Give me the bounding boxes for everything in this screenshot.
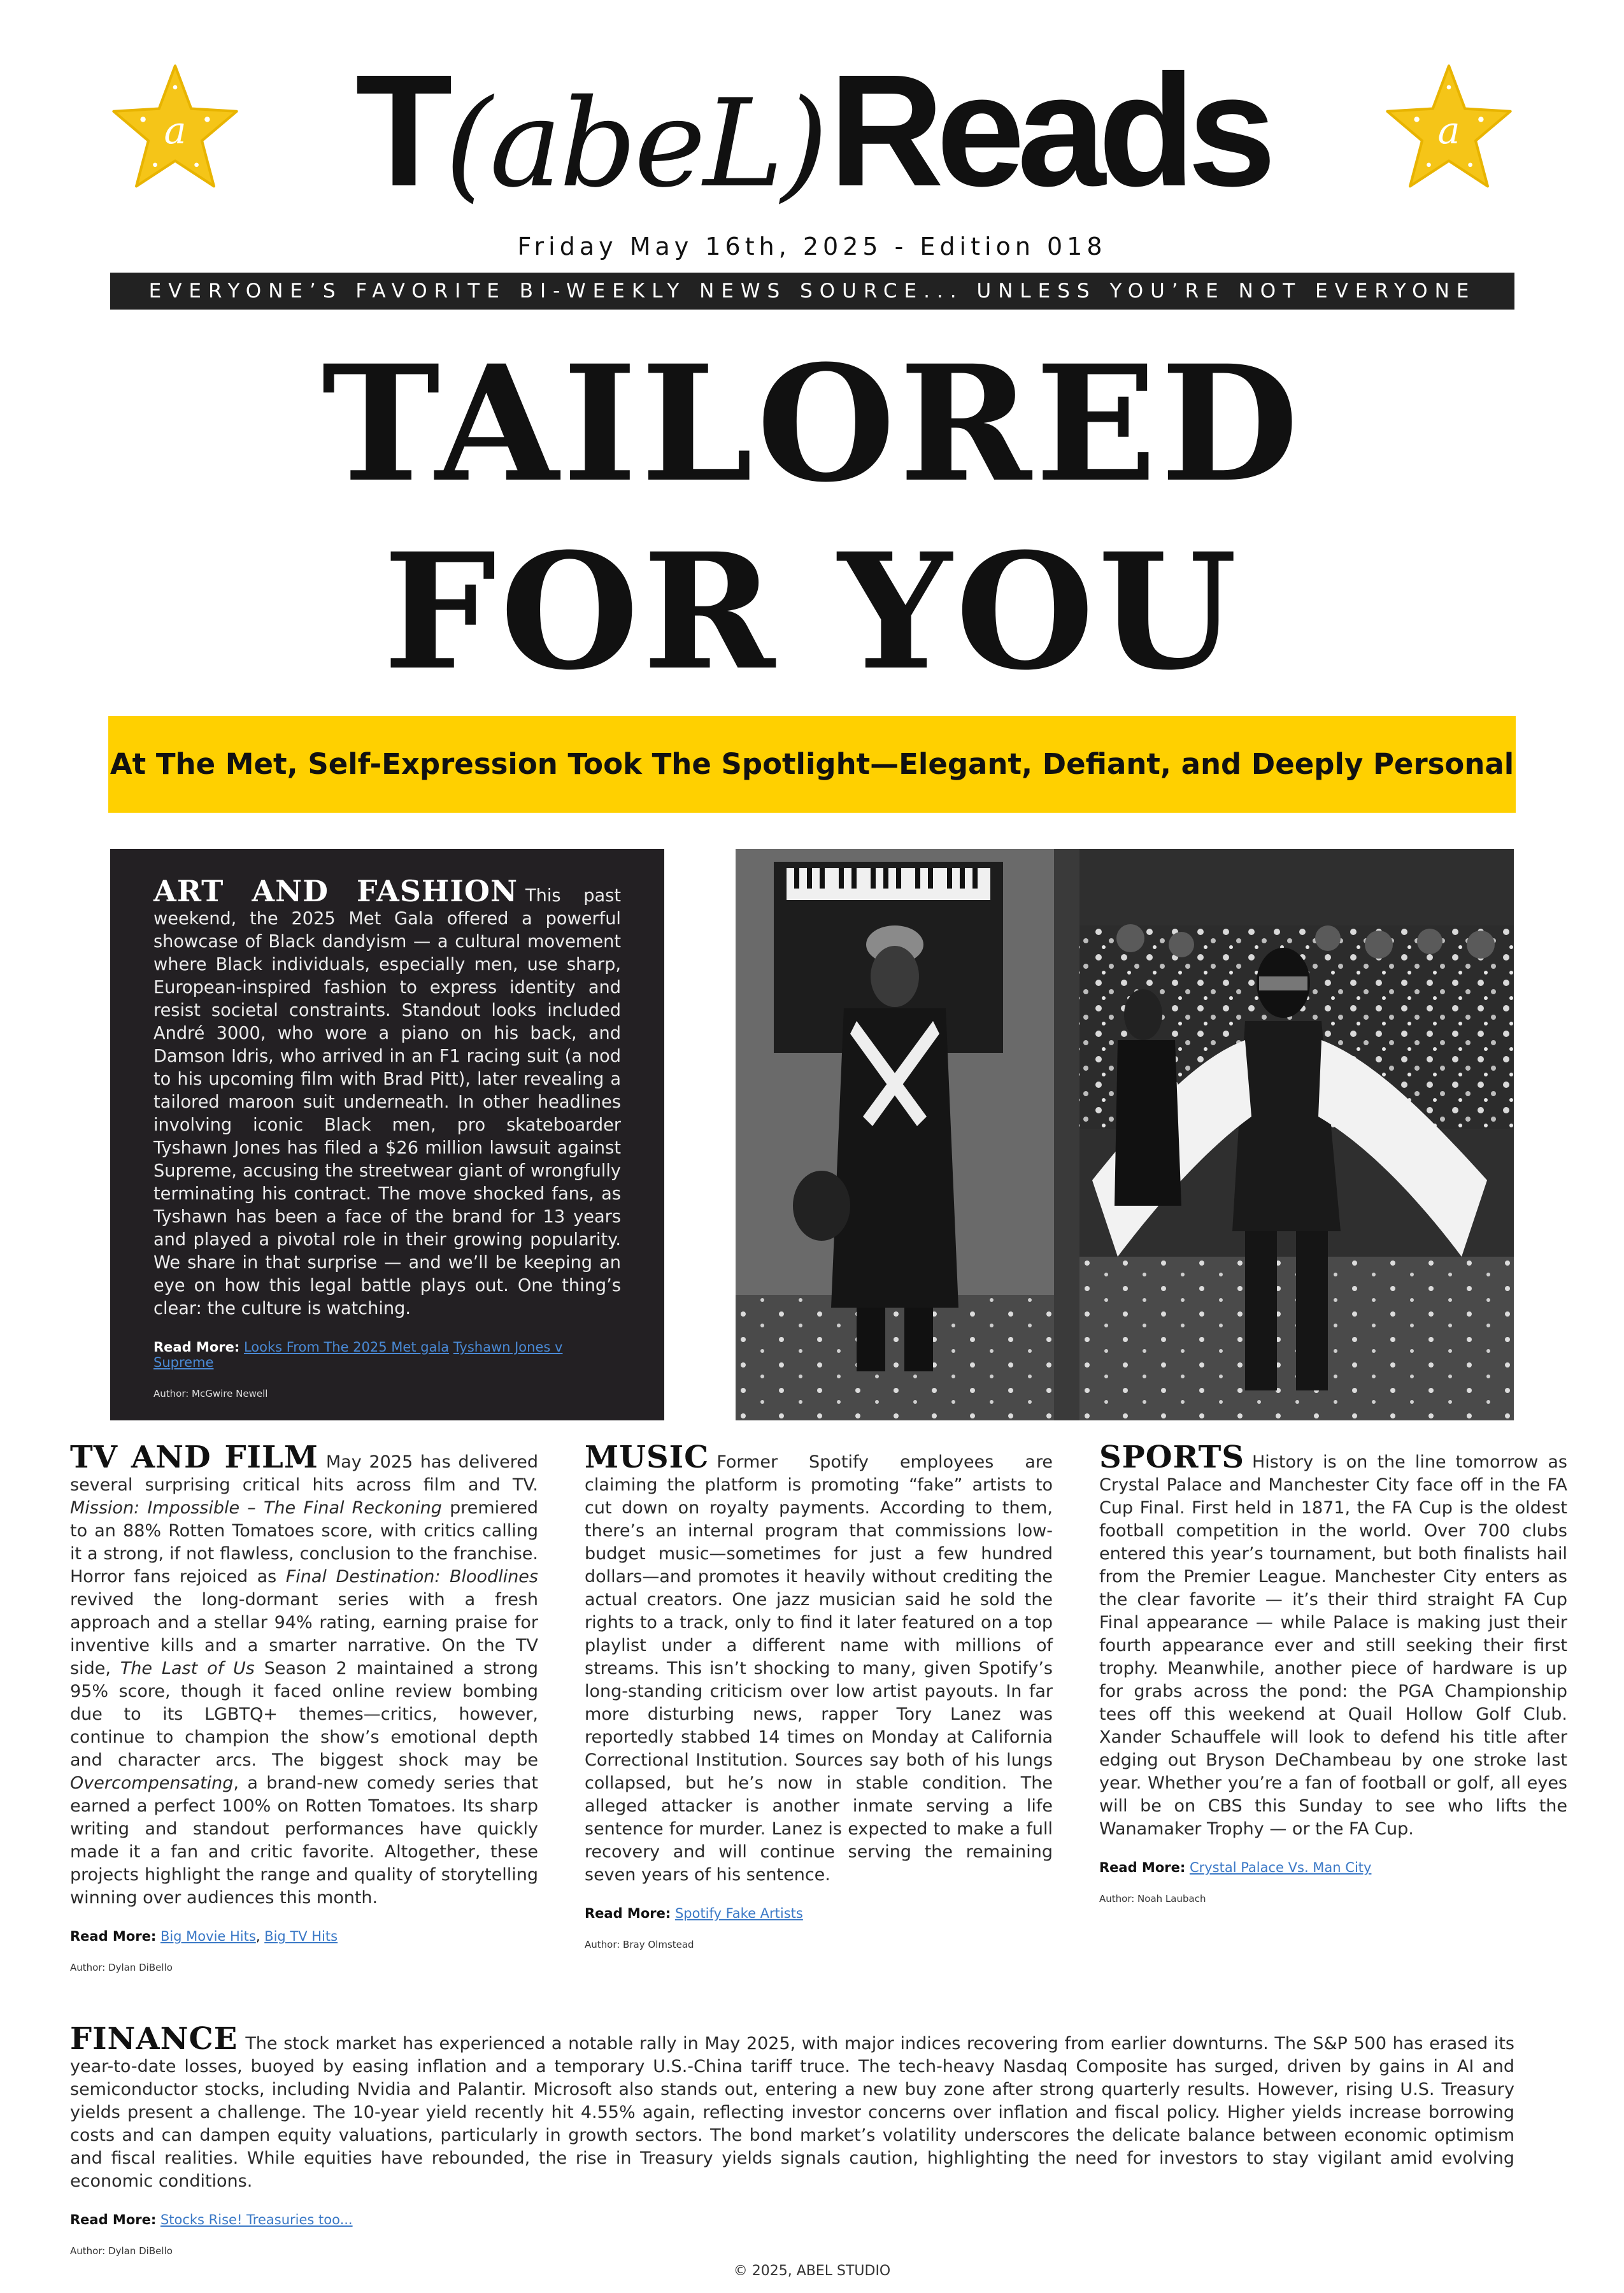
masthead-script: (abeL) [445, 73, 826, 214]
sports-body [1099, 1439, 1567, 1841]
tv-author: Author: Dylan DiBello [70, 1962, 173, 1973]
tv-link-movie-hits[interactable]: Big Movie Hits [160, 1929, 256, 1944]
met-gala-photo [736, 849, 1514, 1420]
art-section-title: ART AND FASHION [153, 874, 518, 908]
finance-read-more [70, 2212, 1514, 2227]
tv-link-tv-hits[interactable]: Big TV Hits [264, 1929, 338, 1944]
tagline-bar: EVERYONE’S FAVORITE BI-WEEKLY NEWS SOURCE... UNLESS YOU’RE NOT EVERYONE [110, 273, 1514, 310]
art-link-tyshawn[interactable]: Tyshawn Jones v Supreme [153, 1339, 563, 1370]
tv-title-overcompensating: Overcompensating [70, 1773, 234, 1793]
tv-read-more: Read More: Big Movie Hits, Big TV Hits [70, 1929, 338, 1944]
read-more-label: Read More: [1099, 1860, 1186, 1875]
headline-line-1: TAILORED [322, 330, 1302, 517]
tv-text-5: , a brand-new comedy series that earned a perfect 100% on Rotten Tomatoes. Its sharp writing and standout performances have quickly made it a fan and critic favorite. Altogether, these projects highlight the range and quality of storytelling winning over audiences this month. [70, 1773, 538, 1908]
music-body [585, 1439, 1053, 1887]
tv-text-1: May 2025 has delivered several surprising critical hits across film and TV. [70, 1452, 539, 1495]
art-body [153, 874, 621, 1320]
tv-text-2: premiered to an 88% Rotten Tomatoes score, with critics calling it a strong, if not flawless, conclusion to the franchise. Horror fans rejoiced as [70, 1498, 538, 1587]
masthead-title [0, 41, 1624, 219]
tv-title-final-destination: Final Destination: Bloodlines [285, 1567, 538, 1587]
music-body-text: Former Spotify employees are claiming the platform is promoting “fake” artists to cut down on royalty payments. According to them, there’s an internal program that commissions low-budget music—sometimes for just a few hundred dollars—and promotes it heavily without crediting the actual creators. One jazz musician said he sold the rights to a track, only to find it later featured on a top playlist under a different name with millions of streams. This isn’t shocking to many, given Spotify’s long-standing criticism over low artist payouts. In far more disturbing news, rapper Tory Lanez was reportedly stabbed 14 times on Monday at California Correctional Institution. Sources say both of his lungs collapsed, but he’s now in stable condition. The alleged attacker is another inmate serving a life sentence for murder. Lanez is expected to make a full recovery and will continue serving the remaining seven years of his sentence. [585, 1452, 1053, 1885]
masthead-reads: Reads [829, 41, 1269, 219]
finance-link-stocks[interactable]: Stocks Rise! Treasuries too... [160, 2212, 353, 2227]
sports-section-title: SPORTS [1099, 1439, 1244, 1475]
sports-read-more [1099, 1860, 1567, 1875]
music-section-title: MUSIC [585, 1439, 709, 1475]
tv-section-title: TV AND FILM [70, 1439, 318, 1475]
music-article [585, 1439, 1053, 1950]
music-read-more [585, 1906, 1053, 1921]
read-more-label: Read More: [70, 1929, 157, 1944]
sports-article [1099, 1439, 1567, 1904]
star-letter: a [164, 108, 187, 153]
finance-article [70, 2021, 1514, 2257]
subheadline-banner: At The Met, Self-Expression Took The Spotlight—Elegant, Defiant, and Deeply Personal [108, 716, 1516, 813]
music-author: Author: Bray Olmstead [585, 1939, 694, 1950]
tv-title-mission-impossible: Mission: Impossible – The Final Reckoning [70, 1498, 442, 1518]
read-more-label: Read More: [585, 1906, 671, 1921]
tv-title-last-of-us: The Last of Us [120, 1659, 255, 1678]
sports-link-fa-cup[interactable]: Crystal Palace Vs. Man City [1189, 1860, 1372, 1875]
footer-copyright: © 2025, ABEL STUDIO [733, 2263, 891, 2279]
headline-line-2: FOR YOU [383, 518, 1241, 705]
sports-author: Author: Noah Laubach [1099, 1893, 1206, 1904]
music-link-spotify[interactable]: Spotify Fake Artists [674, 1906, 803, 1921]
star-letter: a [1437, 108, 1460, 153]
tv-body [70, 1439, 539, 1910]
art-author: Author: McGwire Newell [153, 1388, 268, 1399]
tv-text-3: revived the long-dormant series with a fresh approach and a stellar 94% rating, earning praise for inventive kills and a smarter narrative. On the TV side, [70, 1590, 538, 1678]
tv-text-4: Season 2 maintained a strong 95% score, though it faced online review bombing due to its LGBTQ+ themes—critics, however, continue to champion the show’s emotional depth and character arcs. The biggest shock may be [70, 1659, 538, 1770]
art-body-text: This past weekend, the 2025 Met Gala offered a powerful showcase of Black dandyism — a cultural movement where Black individuals, especially men, use sharp, European-inspired fashion to express identity and resist societal constraints. Standout looks included André 3000, who wore a piano on his back, and Damson Idris, who arrived in an F1 racing suit (a nod to his upcoming film with Brad Pitt), later revealing a tailored maroon suit underneath. In other headlines involving iconic Black men, pro skateboarder Tyshawn Jones has filed a $26 million lawsuit against Supreme, accusing the streetwear giant of wrongfully terminating his contract. The move shocked fans, as Tyshawn has been a face of the brand for 13 years and played a pivotal role in their growing popularity. We share in that surprise — and we’ll be keeping an eye on how this legal battle plays out. One thing’s clear: the culture is watching. [153, 886, 621, 1318]
sports-body-text: History is on the line tomorrow as Crystal Palace and Manchester City face off in the FA Cup Final. First held in 1871, the FA Cup is the oldest football competition in the world. Over 700 clubs entered this year’s tournament, but both finalists hail from the Premier League. Manchester City enters as the clear favorite — it’s their third straight FA Cup Final appearance — while Palace is making just their fourth appearance ever and still seeking their first trophy. Meanwhile, another piece of hardware is up for grabs across the pond: the PGA Championship tees off this weekend at Quail Hollow Golf Club. Xander Schauffele will look to defend his title after edging out Bryson DeChambeau by one stroke last year. Whether you’re a fan of football or golf, all eyes will be on CBS this Sunday to see who lifts the Wanamaker Trophy — or the FA Cup. [1099, 1452, 1567, 1839]
art-link-met-gala[interactable]: Looks From The 2025 Met gala [243, 1339, 450, 1355]
art-read-more [153, 1339, 621, 1370]
finance-section-title: FINANCE [70, 2021, 238, 2057]
masthead-t: T [355, 41, 445, 219]
finance-body [70, 2021, 1514, 2193]
finance-body-text: The stock market has experienced a notable rally in May 2025, with major indices recovering from earlier downturns. The S&P 500 has erased its year-to-date losses, buoyed by easing inflation and a temporary U.S.-China tariff truce. The tech-heavy Nasdaq Composite has surged, driven by gains in AI and semiconductor stocks, including Nvidia and Palantir. Microsoft also stands out, entering a new buy zone after strong quarterly results. However, rising U.S. Treasury yields present a challenge. The 10-year yield recently hit 4.55% again, reflecting investor concerns over inflation and fiscal policy. Higher yields increase borrowing costs and can dampen equity valuations, particularly in growth sectors. The bond market’s volatility underscores the delicate balance between economic optimism and fiscal realities. While equities have rebounded, the rise in Treasury yields signals caution, highlighting the need for investors to stay vigilant amid evolving economic conditions. [70, 2034, 1514, 2191]
tv-film-article [70, 1439, 539, 1973]
dateline: Friday May 16th, 2025 - Edition 018 [517, 232, 1107, 261]
art-fashion-article [110, 849, 664, 1420]
read-more-label: Read More: [70, 2212, 157, 2227]
finance-author: Author: Dylan DiBello [70, 2245, 173, 2257]
read-more-label: Read More: [153, 1339, 240, 1355]
